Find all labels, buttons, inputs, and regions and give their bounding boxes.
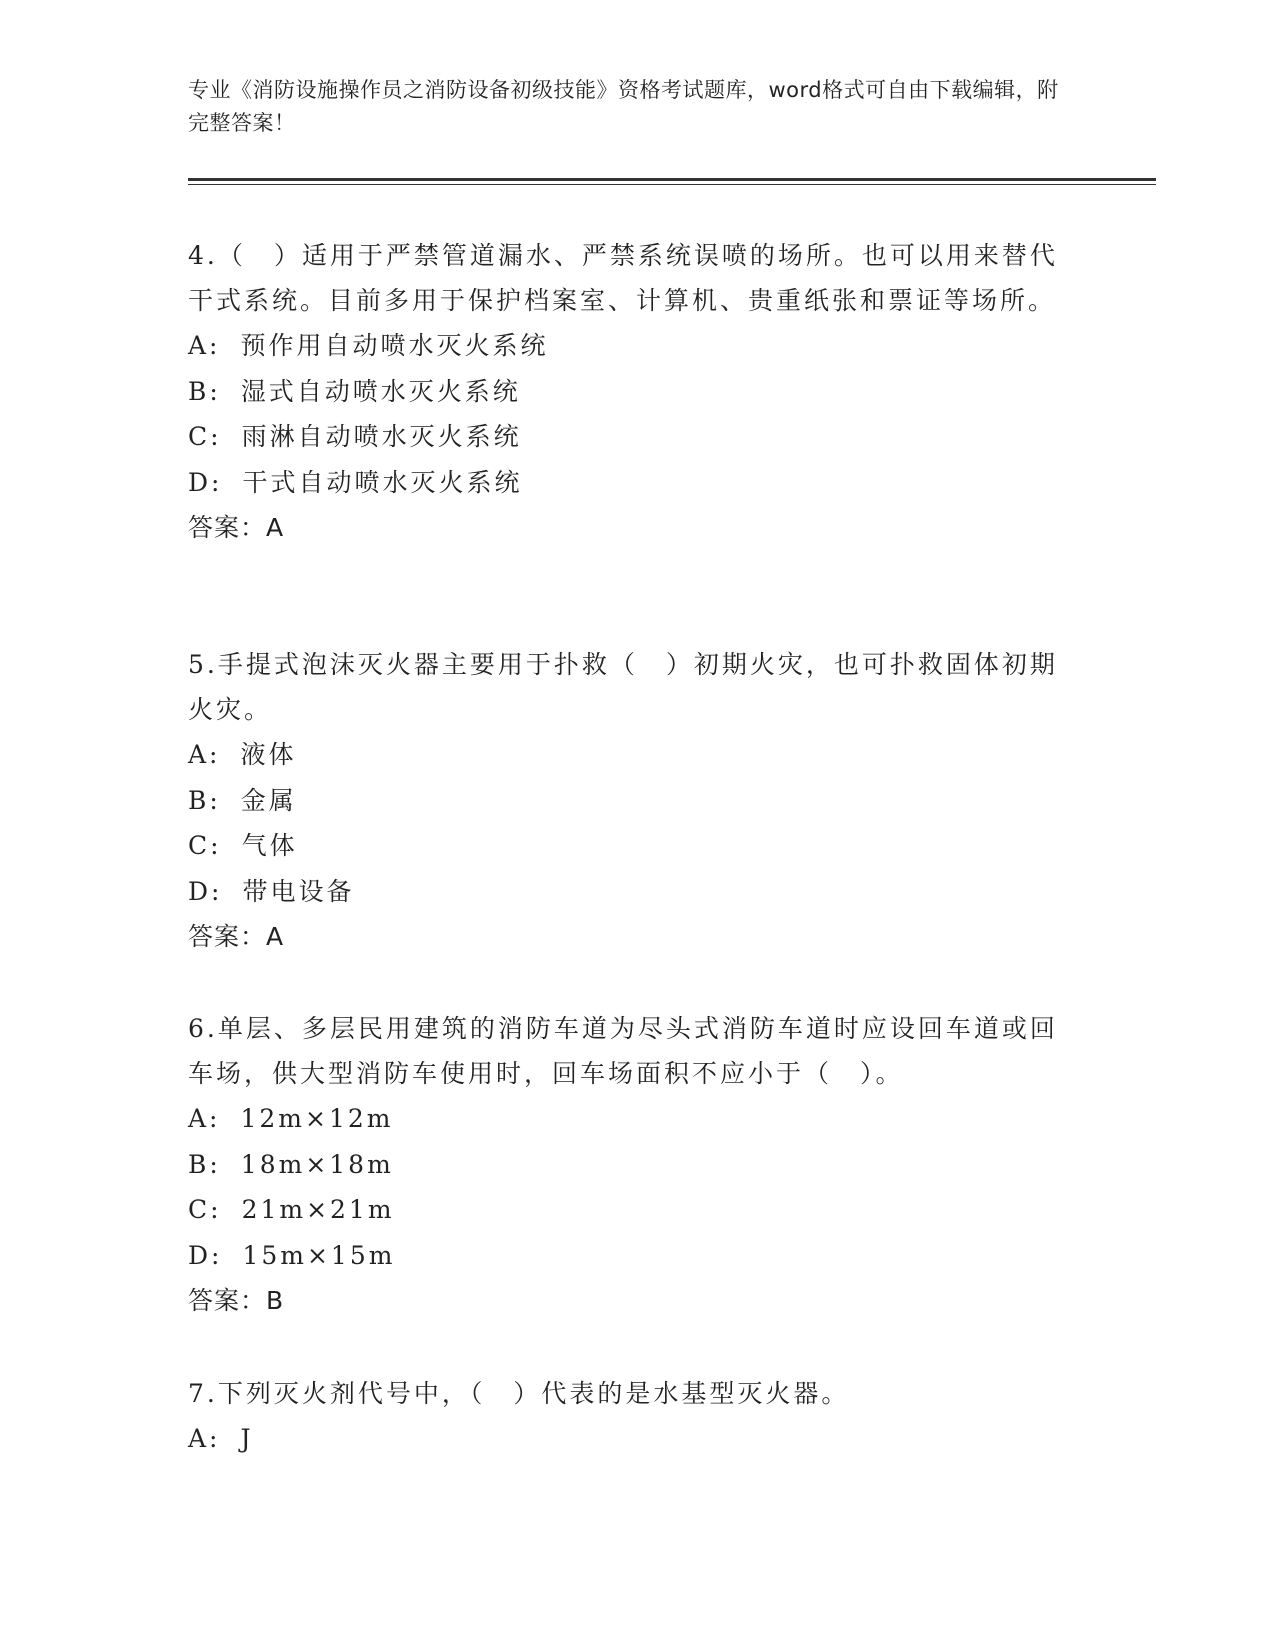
- option-b: [188, 778, 1068, 824]
- question-stem: 7.下列灭火剂代号中，（ ）代表的是水基型灭火器。: [188, 1379, 850, 1408]
- option-text: 湿式自动喷水灭火系统: [240, 376, 521, 406]
- option-text: 12m×12m: [240, 1104, 394, 1133]
- option-d: [188, 460, 1068, 506]
- option-c: [188, 414, 1068, 460]
- question-7: [188, 1371, 1068, 1462]
- option-text: 液体: [240, 740, 297, 769]
- option-letter: C:: [188, 1195, 222, 1224]
- option-letter: A:: [188, 740, 221, 769]
- header-divider-thin: [188, 184, 1156, 185]
- answer-line: 答案：A: [188, 513, 285, 542]
- option-a: [188, 732, 1068, 778]
- option-b: [188, 1142, 1068, 1188]
- option-d: [188, 1233, 1068, 1279]
- question-4: [188, 233, 1068, 550]
- question-6: [188, 1006, 1068, 1323]
- option-text: 15m×15m: [242, 1240, 396, 1270]
- option-letter: A:: [188, 1104, 221, 1133]
- option-a: [188, 1416, 1068, 1462]
- option-b: [188, 369, 1068, 415]
- question-stem: 5.手提式泡沫灭火器主要用于扑救（ ）初期火灾，也可扑救固体初期火灾。: [188, 650, 1058, 724]
- option-text: 干式自动喷水灭火系统: [242, 467, 523, 497]
- option-text: 预作用自动喷水灭火系统: [240, 331, 549, 360]
- option-a: [188, 323, 1068, 369]
- option-letter: B:: [188, 376, 221, 406]
- option-text: J: [240, 1424, 254, 1453]
- option-text: 21m×21m: [241, 1195, 395, 1224]
- option-text: 气体: [241, 831, 298, 860]
- option-letter: B:: [188, 785, 221, 815]
- option-letter: C:: [188, 831, 222, 860]
- option-letter: A:: [188, 331, 221, 360]
- option-letter: B:: [188, 1149, 221, 1179]
- option-text: 带电设备: [242, 876, 355, 906]
- header-divider-thick: [188, 178, 1156, 181]
- option-c: [188, 823, 1068, 869]
- option-text: 雨淋自动喷水灭火系统: [241, 422, 522, 451]
- option-letter: D:: [188, 876, 223, 906]
- question-stem: 4.（ ）适用于严禁管道漏水、严禁系统误喷的场所。也可以用来替代干式系统。目前多用于保护档案室、计算机、贵重纸张和票证等场所。: [188, 241, 1058, 315]
- option-letter: D:: [188, 1240, 223, 1270]
- question-stem: 6.单层、多层民用建筑的消防车道为尽头式消防车道时应设回车道或回车场，供大型消防车使用时，回车场面积不应小于（ ）。: [188, 1014, 1058, 1088]
- option-text: 金属: [240, 785, 297, 815]
- option-a: [188, 1096, 1068, 1142]
- option-c: [188, 1187, 1068, 1233]
- answer-line: 答案：A: [188, 922, 285, 951]
- option-d: [188, 869, 1068, 915]
- option-letter: A:: [188, 1424, 221, 1453]
- question-5: [188, 642, 1068, 959]
- document-header: 专业《消防设施操作员之消防设备初级技能》资格考试题库，word格式可自由下载编辑，附完整答案！: [188, 78, 1059, 135]
- option-letter: D:: [188, 467, 223, 497]
- option-text: 18m×18m: [240, 1149, 394, 1179]
- option-letter: C:: [188, 422, 222, 451]
- answer-line: 答案：B: [188, 1286, 285, 1315]
